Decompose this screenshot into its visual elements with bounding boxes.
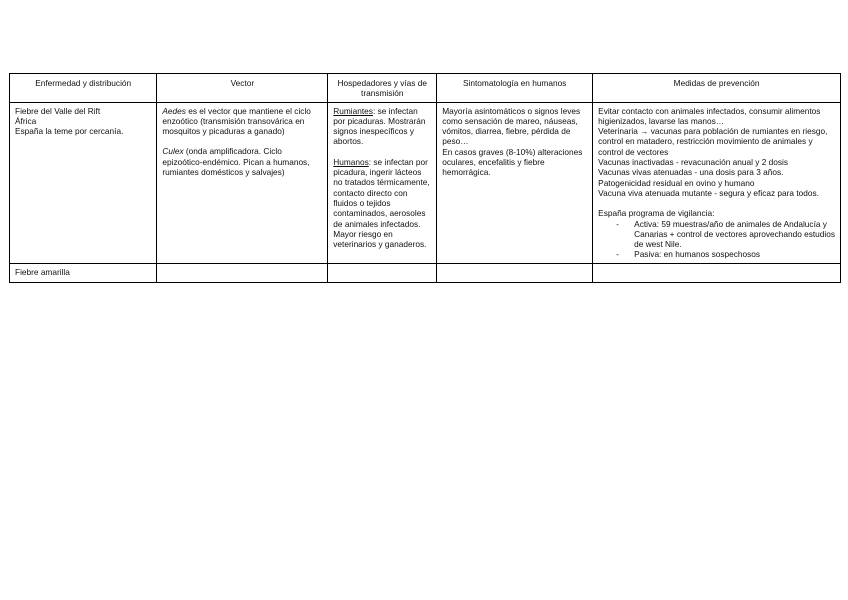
cell-symptoms (437, 263, 593, 282)
aedes-name: Aedes (162, 105, 186, 116)
vector-aedes (162, 106, 322, 137)
hosts-humanos (333, 157, 431, 250)
cell-disease (10, 102, 157, 263)
header-vector: Vector (157, 74, 328, 103)
cell-hosts (328, 102, 437, 263)
cell-hosts (328, 263, 437, 282)
rumiantes-desc: : se infectan por picaduras. Mostrarán signos inespecíficos y abortos. (333, 105, 426, 147)
prevention-mutant: Vacuna viva atenuada mutante - segura y eficaz para todos. (598, 187, 819, 198)
header-prevention: Medidas de prevención (593, 74, 841, 103)
disease-note: España la teme por cercanía. (15, 126, 124, 137)
humanos-label: Humanos (333, 156, 369, 167)
cell-prevention (593, 263, 841, 282)
header-disease: Enfermedad y distribución (10, 74, 157, 103)
disease-region: África (15, 115, 37, 126)
cell-disease: Fiebre amarilla (10, 263, 157, 282)
vector-culex (162, 146, 322, 177)
list-item: - Pasiva: en humanos sospechosos (598, 249, 835, 259)
prevention-inactivated: Vacunas inactivadas - revacunación anual y 2 dosis (598, 157, 789, 168)
symptoms-severe: En casos graves (8-10%) alteraciones oculares, encefalitis y fiebre hemorrágica. (442, 146, 583, 178)
table-row (10, 102, 841, 263)
header-symptoms: Sintomatología en humanos (437, 74, 593, 103)
culex-desc: (onda amplificadora. Ciclo epizoótico-endémico. Pican a humanos, rumiantes domésticos y salvajes) (162, 146, 310, 178)
rumiantes-label: Rumiantes (333, 105, 373, 116)
hosts-rumiantes (333, 106, 431, 147)
table-header-row (10, 74, 841, 103)
disease-name: Fiebre del Valle del Rift (15, 105, 101, 116)
cell-vector (157, 102, 328, 263)
surveillance-list (598, 219, 835, 260)
culex-name: Culex (162, 146, 184, 157)
humanos-desc: : se infectan por picadura, ingerir lácteos no tratados térmicamente, contacto directo con fluidos o tejidos contaminados, aerosoles de animales infectados. Mayor riesgo en veterinarios y ganaderos. (333, 156, 430, 250)
cell-symptoms (437, 102, 593, 263)
disease-table (9, 73, 841, 283)
prevention-veterinary: Veterinaria → vacunas para población de rumiantes en riesgo, control en matadero, restricción movimiento de animales y control de vectores (598, 126, 828, 157)
table-row (10, 263, 841, 282)
header-hosts: Hospedadores y vías de transmisión (328, 74, 437, 103)
surveillance-title: España programa de vigilancia: (598, 208, 715, 219)
list-item: - Activa: 59 muestras/año de animales de Andalucía y Canarias + control de vectores aprovechando estudios de west Nile. (598, 219, 835, 250)
cell-vector (157, 263, 328, 282)
symptoms-mild: Mayoría asintomáticos o signos leves como sensación de mareo, náuseas, vómitos, diarrea, fiebre, pérdida de peso… (442, 105, 581, 147)
aedes-desc: es el vector que mantiene el ciclo enzoótico (transmisión transovárica en mosquitos y picaduras a ganado) (162, 105, 311, 137)
cell-prevention (593, 102, 841, 263)
prevention-general: Evitar contacto con animales infectados, consumir alimentos higienizados, lavarse las manos… (598, 105, 821, 126)
prevention-live-attenuated: Vacunas vivas atenuadas - una dosis para 3 años. Patogenicidad residual en ovino y humano (598, 167, 784, 188)
